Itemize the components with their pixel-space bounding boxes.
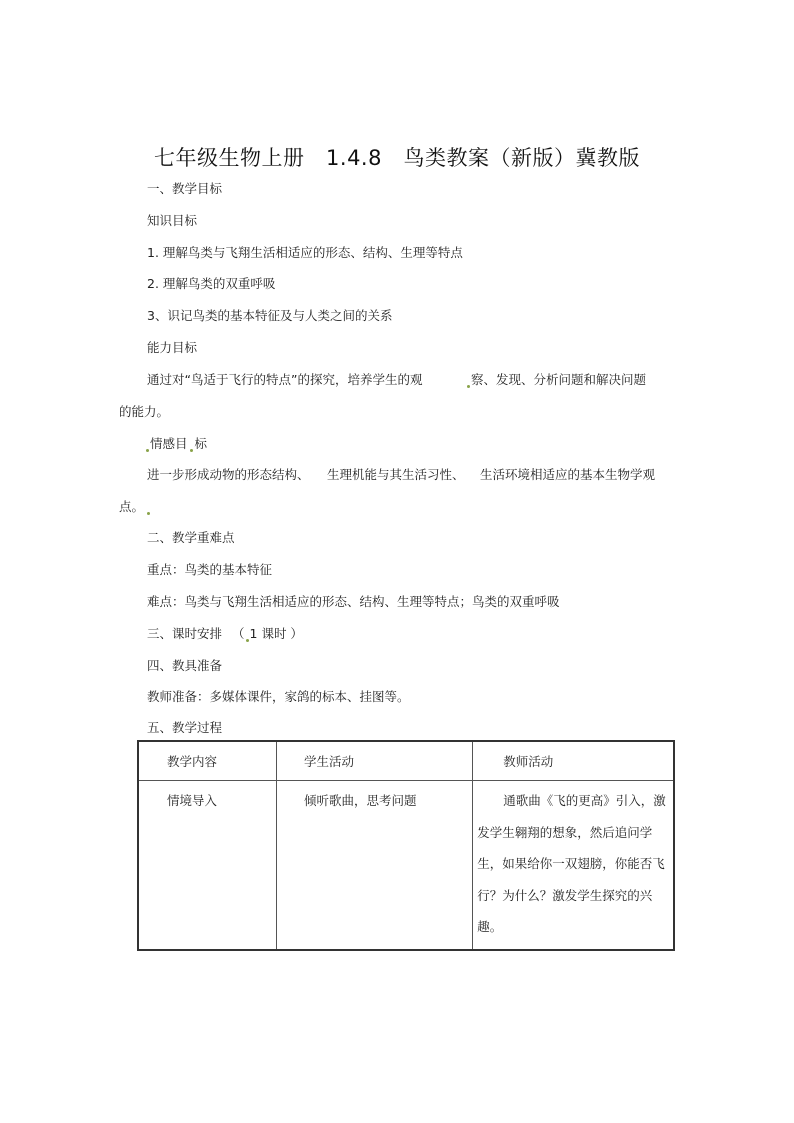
section-heading-schedule: 三、课时安排 （ 1 课时 ） bbox=[147, 626, 303, 641]
cell-student-activity: 倾听歌曲，思考问题 bbox=[277, 781, 473, 950]
column-header-content: 教学内容 bbox=[138, 741, 277, 781]
ability-text-part-1: 通过对“鸟适于飞行的特点”的探究，培养学生的观 bbox=[147, 372, 423, 387]
knowledge-item-2: 2. 理解鸟类的双重呼吸 bbox=[147, 276, 276, 291]
emotion-objectives-heading: 情感目 标 bbox=[145, 436, 207, 452]
cell-content: 情境导入 bbox=[138, 781, 277, 950]
ability-text-part-3: 的能力。 bbox=[119, 404, 170, 419]
section-heading-objectives: 一、教学目标 bbox=[147, 181, 223, 196]
knowledge-item-1: 1. 理解鸟类与飞翔生活相适应的形态、结构、生理等特点 bbox=[147, 245, 463, 260]
ability-text-part-2: 察、发现、分析问题和解决问题 bbox=[466, 372, 646, 388]
teaching-process-table bbox=[137, 740, 675, 951]
knowledge-item-3: 3、识记鸟类的基本特征及与人类之间的关系 bbox=[147, 308, 393, 323]
table-header-row bbox=[138, 741, 674, 781]
emotion-text-part-3: 生活环境相适应的基本生物学观 bbox=[480, 467, 656, 482]
marker-dot bbox=[246, 639, 249, 642]
emotion-text-part-4: 点。 bbox=[119, 499, 151, 515]
section-heading-process: 五、教学过程 bbox=[147, 720, 223, 735]
document-title: 七年级生物上册 1.4.8 鸟类教案（新版）冀教版 bbox=[154, 146, 640, 170]
difficult-point-text: 难点：鸟类与飞翔生活相适应的形态、结构、生理等特点；鸟类的双重呼吸 bbox=[147, 594, 560, 609]
section-heading-key-points: 二、教学重难点 bbox=[147, 530, 235, 545]
ability-objectives-heading: 能力目标 bbox=[147, 340, 198, 355]
teacher-activity-text: 通歌曲《飞的更高》引入，激发学生翱翔的想象，然后追问学生，如果给你一双翅膀，你能否飞行？为什么？激发学生探究的兴趣。 bbox=[477, 793, 666, 934]
marker-dot bbox=[190, 449, 193, 452]
emotion-text-part-1: 进一步形成动物的形态结构、 bbox=[147, 467, 310, 482]
key-point-text: 重点：鸟类的基本特征 bbox=[147, 562, 273, 577]
section-heading-materials: 四、教具准备 bbox=[147, 658, 223, 673]
table-row bbox=[138, 781, 674, 950]
column-header-teacher-activity: 教师活动 bbox=[473, 741, 674, 781]
marker-dot bbox=[146, 449, 149, 452]
marker-dot bbox=[467, 385, 470, 388]
emotion-text-part-2: 生理机能与其生活习性、 bbox=[327, 467, 465, 482]
cell-teacher-activity bbox=[473, 781, 674, 950]
knowledge-objectives-heading: 知识目标 bbox=[147, 213, 198, 228]
teacher-preparation-text: 教师准备：多媒体课件，家鸽的标本、挂图等。 bbox=[147, 689, 410, 704]
marker-dot bbox=[147, 512, 150, 515]
column-header-student-activity: 学生活动 bbox=[277, 741, 473, 781]
